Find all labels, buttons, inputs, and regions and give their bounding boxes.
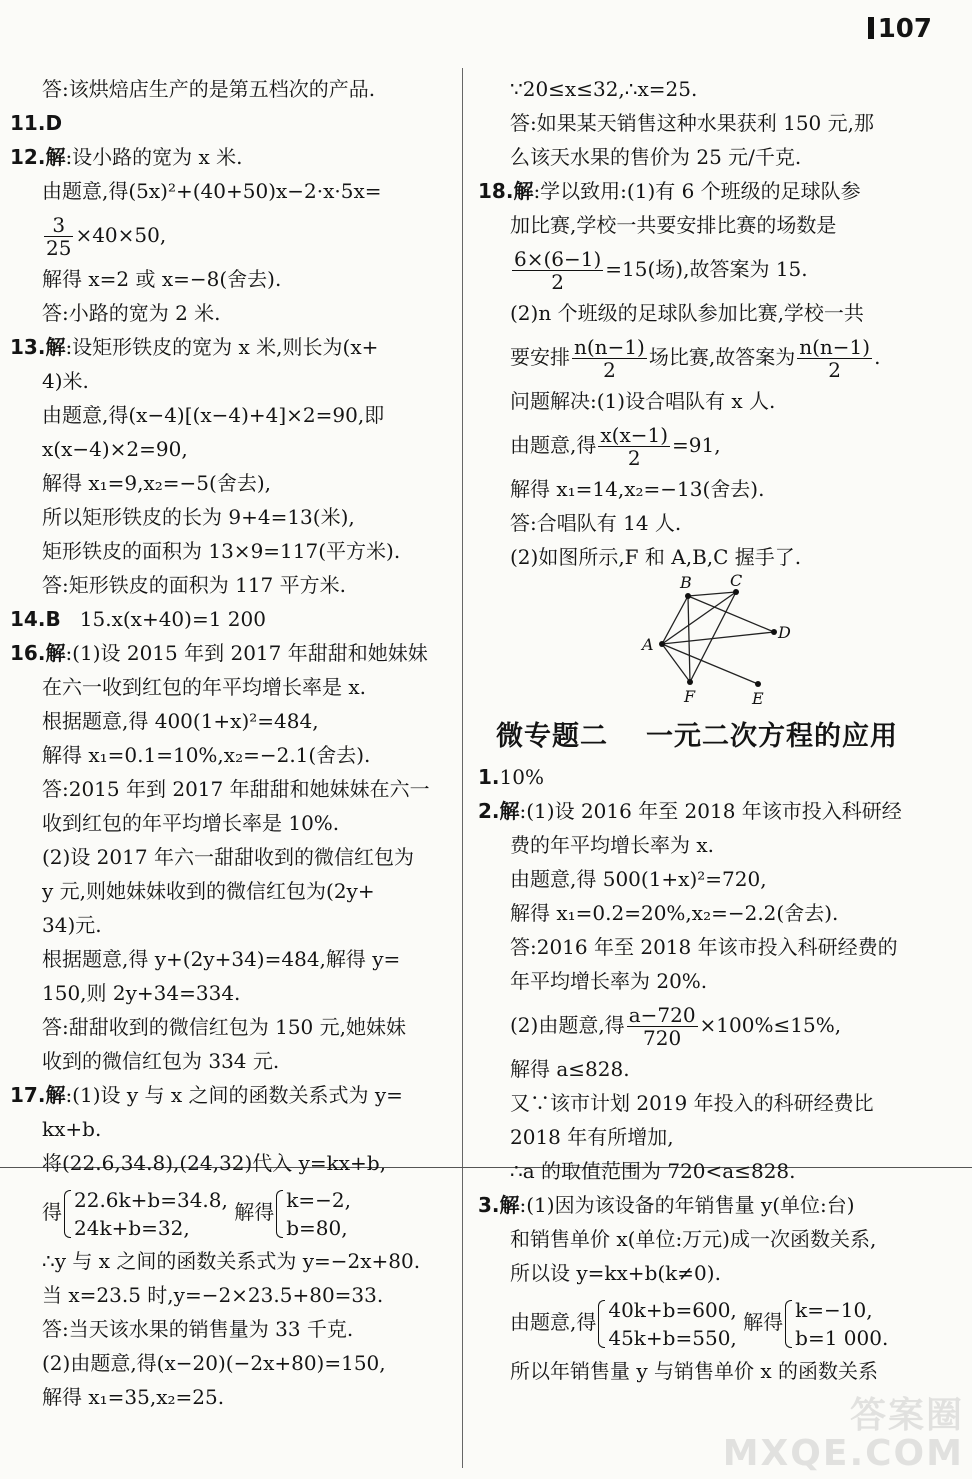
text-line: 根据题意,得 400(1+x)²=484, bbox=[42, 709, 319, 733]
watermark-logo: 答案圈 MXQE.COM bbox=[722, 1395, 964, 1474]
problem-1: 1.10% bbox=[478, 765, 544, 789]
question-11: 11.D bbox=[10, 111, 63, 135]
text-line: 矩形铁皮的面积为 13×9=117(平方米). bbox=[42, 539, 401, 563]
label-f: F bbox=[684, 687, 696, 706]
handshake-graph bbox=[478, 574, 948, 710]
question-16: 16.解:(1)设 2015 年到 2017 年甜甜和她妹妹 bbox=[10, 641, 428, 665]
node-f bbox=[687, 679, 693, 685]
label-e: E bbox=[752, 689, 764, 708]
text-line: 解得 x₁=14,x₂=−13(舍去). bbox=[510, 477, 765, 501]
text-line: 又∵该市计划 2019 年投入的科研经费比 bbox=[510, 1091, 874, 1115]
text-line: 解得 x₁=0.1=10%,x₂=−2.1(舍去). bbox=[42, 743, 371, 767]
edge-a-c bbox=[662, 592, 736, 644]
problem-2: 2.解:(1)设 2016 年至 2018 年该市投入科研经 bbox=[478, 799, 902, 823]
text-line: 问题解决:(1)设合唱队有 x 人. bbox=[510, 389, 776, 413]
text-line: 答:当天该水果的销售量为 33 千克. bbox=[42, 1317, 354, 1341]
text-line: 由题意,得 $\frac{x(x-1)}{2}$ =91, bbox=[510, 423, 721, 470]
text-line: 所以设 y=kx+b(k≠0). bbox=[510, 1261, 721, 1285]
text-line: 答:小路的宽为 2 米. bbox=[42, 301, 221, 325]
problem-3: 3.解:(1)因为该设备的年销售量 y(单位:台) bbox=[478, 1193, 855, 1217]
text-line: (2)n 个班级的足球队参加比赛,学校一共 bbox=[510, 301, 864, 325]
text-line: 4)米. bbox=[42, 369, 89, 393]
text-line: 由题意,得(5x)²+(40+50)x−2·x·5x= bbox=[42, 179, 382, 203]
equation-system: k=−2, b=80, bbox=[274, 1186, 351, 1242]
text-line: 费的年平均增长率为 x. bbox=[510, 833, 714, 857]
text-line: 答:该烘焙店生产的是第五档次的产品. bbox=[42, 77, 376, 101]
text-line: 所以矩形铁皮的长为 9+4=13(米), bbox=[42, 505, 355, 529]
edge-b-c bbox=[688, 592, 736, 596]
fraction: $\frac{a-720}{720}$ bbox=[628, 1003, 696, 1050]
text-line: (2)由题意,得(x−20)(−2x+80)=150, bbox=[42, 1351, 386, 1375]
question-12: 12.解:设小路的宽为 x 米. bbox=[10, 145, 243, 169]
text-line: 当 x=23.5 时,y=−2×23.5+80=33. bbox=[42, 1283, 384, 1307]
text-line: 解得 x₁=9,x₂=−5(舍去), bbox=[42, 471, 271, 495]
node-e bbox=[755, 681, 761, 687]
fraction: $\frac{x(x-1)}{2}$ bbox=[600, 423, 669, 470]
text-line: 在六一收到红包的年平均增长率是 x. bbox=[42, 675, 366, 699]
question-14-15: 14.B 15.x(x+40)=1 200 bbox=[10, 607, 266, 631]
text-line: 答:合唱队有 14 人. bbox=[510, 511, 682, 535]
left-column bbox=[10, 72, 456, 1414]
text-line: 根据题意,得 y+(2y+34)=484,解得 y= bbox=[42, 947, 401, 971]
text-line: 解得 a≤828. bbox=[510, 1057, 630, 1081]
text-line: 么该天水果的售价为 25 元/千克. bbox=[510, 145, 802, 169]
question-13: 13.解:设矩形铁皮的宽为 x 米,则长为(x+ bbox=[10, 335, 379, 359]
column-divider bbox=[462, 68, 463, 1468]
text-line: 收到的微信红包为 334 元. bbox=[42, 1049, 280, 1073]
page-number: 107 bbox=[868, 14, 932, 44]
text-line: 解得 x₁=0.2=20%,x₂=−2.2(舍去). bbox=[510, 901, 839, 925]
edge-a-b bbox=[662, 596, 688, 644]
text-line: 要安排 $\frac{n(n-1)}{2}$ 场比赛,故答案为 $\frac{n(n-1)}{2}$ . bbox=[510, 335, 881, 382]
text-line: (2)由题意,得 $\frac{a-720}{720}$ ×100%≤15%, bbox=[510, 1003, 842, 1050]
equation-system: 40k+b=600, 45k+b=550, bbox=[596, 1296, 736, 1352]
fraction: $\frac{n(n-1)}{2}$ bbox=[799, 335, 871, 382]
fraction: $\frac{6\times(6-1)}{2}$ bbox=[514, 247, 602, 294]
equation-system-line: 由题意,得 40k+b=600, 45k+b=550, 解得 k=−10, b=1 000. bbox=[510, 1297, 889, 1350]
text-line: 150,则 2y+34=334. bbox=[42, 981, 241, 1005]
text-line: 年平均增长率为 20%. bbox=[510, 969, 708, 993]
label-d: D bbox=[778, 623, 791, 642]
label-c: C bbox=[730, 574, 743, 590]
text-line: 2018 年有所增加, bbox=[510, 1125, 674, 1149]
node-a bbox=[659, 641, 665, 647]
right-column bbox=[478, 72, 948, 1388]
text-line: 34)元. bbox=[42, 913, 102, 937]
text-line: 答:2015 年到 2017 年甜甜和她妹妹在六一 bbox=[42, 777, 430, 801]
text-line: 解得 x=2 或 x=−8(舍去). bbox=[42, 267, 282, 291]
text-line: 所以年销售量 y 与销售单价 x 的函数关系 bbox=[510, 1359, 879, 1383]
text-line: (2)如图所示,F 和 A,B,C 握手了. bbox=[510, 545, 802, 569]
text-line: 由题意,得(x−4)[(x−4)+4]×2=90,即 bbox=[42, 403, 385, 427]
text-line: 由题意,得 500(1+x)²=720, bbox=[510, 867, 767, 891]
label-a: A bbox=[642, 635, 654, 654]
text-line: 答:2016 年至 2018 年该市投入科研经费的 bbox=[510, 935, 898, 959]
node-b bbox=[685, 593, 691, 599]
edge-b-f bbox=[688, 596, 690, 682]
text-line: 收到红包的年平均增长率是 10%. bbox=[42, 811, 340, 835]
text-line: kx+b. bbox=[42, 1117, 102, 1141]
handshake-graph-svg bbox=[608, 574, 808, 710]
node-d bbox=[771, 629, 777, 635]
text-line: 加比赛,学校一共要安排比赛的场数是 bbox=[510, 213, 837, 237]
text-line: 将(22.6,34.8),(24,32)代入 y=kx+b, bbox=[42, 1151, 386, 1175]
label-b: B bbox=[680, 574, 692, 592]
question-18: 18.解:学以致用:(1)有 6 个班级的足球队参 bbox=[478, 179, 861, 203]
fraction: $\frac{3}{25}$ bbox=[46, 213, 72, 260]
text-line: 解得 x₁=35,x₂=25. bbox=[42, 1385, 225, 1409]
question-17: 17.解:(1)设 y 与 x 之间的函数关系式为 y= bbox=[10, 1083, 403, 1107]
edge-a-d bbox=[662, 632, 774, 644]
text-line: $\frac{3}{25}$ ×40×50, bbox=[46, 213, 167, 260]
text-line: 答:如果某天销售这种水果获利 150 元,那 bbox=[510, 111, 874, 135]
text-line: x(x−4)×2=90, bbox=[42, 437, 188, 461]
text-line: 和销售单价 x(单位:万元)成一次函数关系, bbox=[510, 1227, 877, 1251]
section-title: 微专题二 一元二次方程的应用 bbox=[496, 721, 898, 752]
text-line: ∴y 与 x 之间的函数关系式为 y=−2x+80. bbox=[42, 1249, 421, 1273]
text-line: 答:甜甜收到的微信红包为 150 元,她妹妹 bbox=[42, 1015, 406, 1039]
text-line: ∴a 的取值范围为 720<a≤828. bbox=[510, 1159, 796, 1183]
equation-system: k=−10, b=1 000. bbox=[783, 1296, 888, 1352]
text-line: (2)设 2017 年六一甜甜收到的微信红包为 bbox=[42, 845, 414, 869]
equation-system-line: 得 22.6k+b=34.8, 24k+b=32, 解得 k=−2, b=80, bbox=[42, 1187, 351, 1240]
text-line: $\frac{6\times(6-1)}{2}$ =15(场),故答案为 15. bbox=[514, 247, 808, 294]
fraction: $\frac{n(n-1)}{2}$ bbox=[574, 335, 645, 382]
text-line: ∵20≤x≤32,∴x=25. bbox=[510, 77, 698, 101]
equation-system: 22.6k+b=34.8, 24k+b=32, bbox=[62, 1186, 228, 1242]
text-line: 答:矩形铁皮的面积为 117 平方米. bbox=[42, 573, 346, 597]
text-line: y 元,则她妹妹收到的微信红包为(2y+ bbox=[42, 879, 375, 903]
